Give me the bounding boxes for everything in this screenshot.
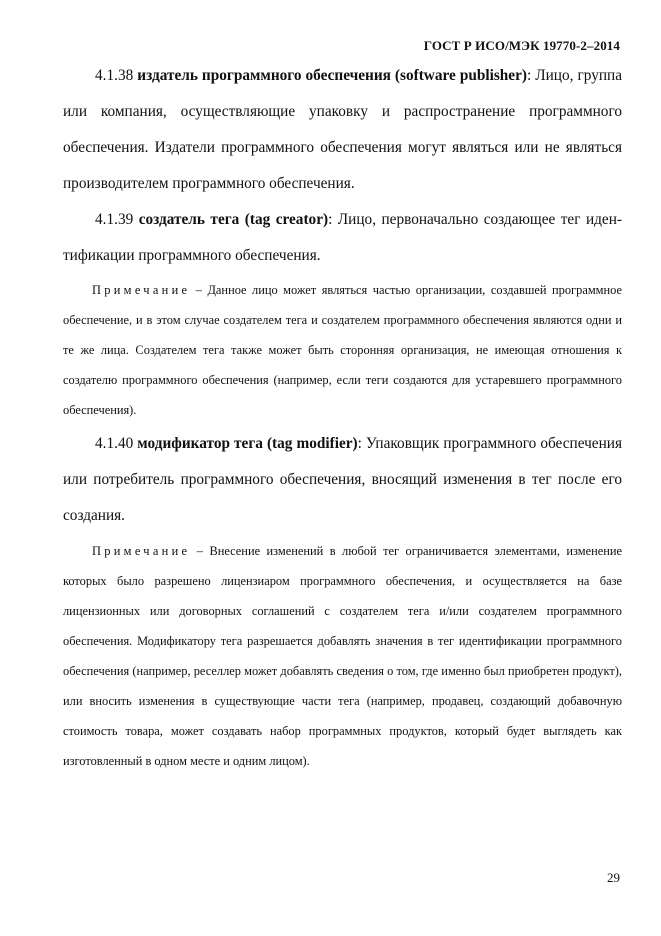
entry-number: 4.1.38 bbox=[95, 67, 134, 84]
entry-number: 4.1.39 bbox=[95, 211, 134, 228]
definition-entry-4-1-40 bbox=[63, 426, 622, 534]
note-4-1-39 bbox=[63, 275, 622, 425]
entry-definition: : Лицо, первоначально создающее тег идентификации программного обеспечения. bbox=[63, 211, 622, 264]
note-label: Примечание bbox=[92, 283, 191, 297]
entry-definition: : Упаковщик программного обеспечения или потребитель программного обеспечения, вносящий изменения в тег после его создания. bbox=[63, 435, 622, 524]
note-4-1-40 bbox=[63, 536, 622, 776]
note-dash: – bbox=[190, 283, 208, 297]
entry-term: модификатор тега (tag modifier) bbox=[137, 435, 358, 452]
page-header: ГОСТ Р ИСО/МЭК 19770-2–2014 bbox=[423, 38, 620, 53]
entry-definition: : Лицо, группа или компания, осуществляющие упаковку и распространение программного обеспечения. Издатели программного обеспечения могут являться или не являться производителем программного обеспечения. bbox=[63, 67, 622, 192]
note-dash: – bbox=[190, 544, 210, 558]
note-text: Данное лицо может являться частью организации, создавшей программное обеспечение, и в этом случае создателем тега и создателем программного обеспечения являются одни и те же лица. Создателем тега также может быть сторонняя организация, не имеющая отношения к создателю программного обеспечения (например, если теги создаются для устаревшего программного обеспечения). bbox=[63, 283, 622, 417]
note-label: Примечание bbox=[92, 544, 191, 558]
entry-number: 4.1.40 bbox=[95, 435, 134, 452]
entry-term: создатель тега (tag creator) bbox=[138, 211, 329, 228]
page-number: 29 bbox=[607, 870, 620, 885]
note-text: Внесение изменений в любой тег ограничивается элементами, изменение которых было разрешено лицензиаром программного обеспечения, и осуществляется на базе лицензионных или договорных соглашений с создателем тега и/или создателем программного обеспечения. Модификатору тега разрешается добавлять значения в тег идентификации программного обеспечения (например, реселлер может добавлять сведения о том, где именно был приобретен продукт), или вносить изменения в существующие части тега (например, продавец, создающий добавочную стоимость товара, может создавать набор программных продуктов, который будет выглядеть как изготовленный в одном месте и одним лицом). bbox=[63, 544, 622, 768]
definition-entry-4-1-38 bbox=[63, 58, 622, 202]
definition-entry-4-1-39 bbox=[63, 202, 622, 274]
entry-term: издатель программного обеспечения (software publisher) bbox=[137, 67, 527, 84]
